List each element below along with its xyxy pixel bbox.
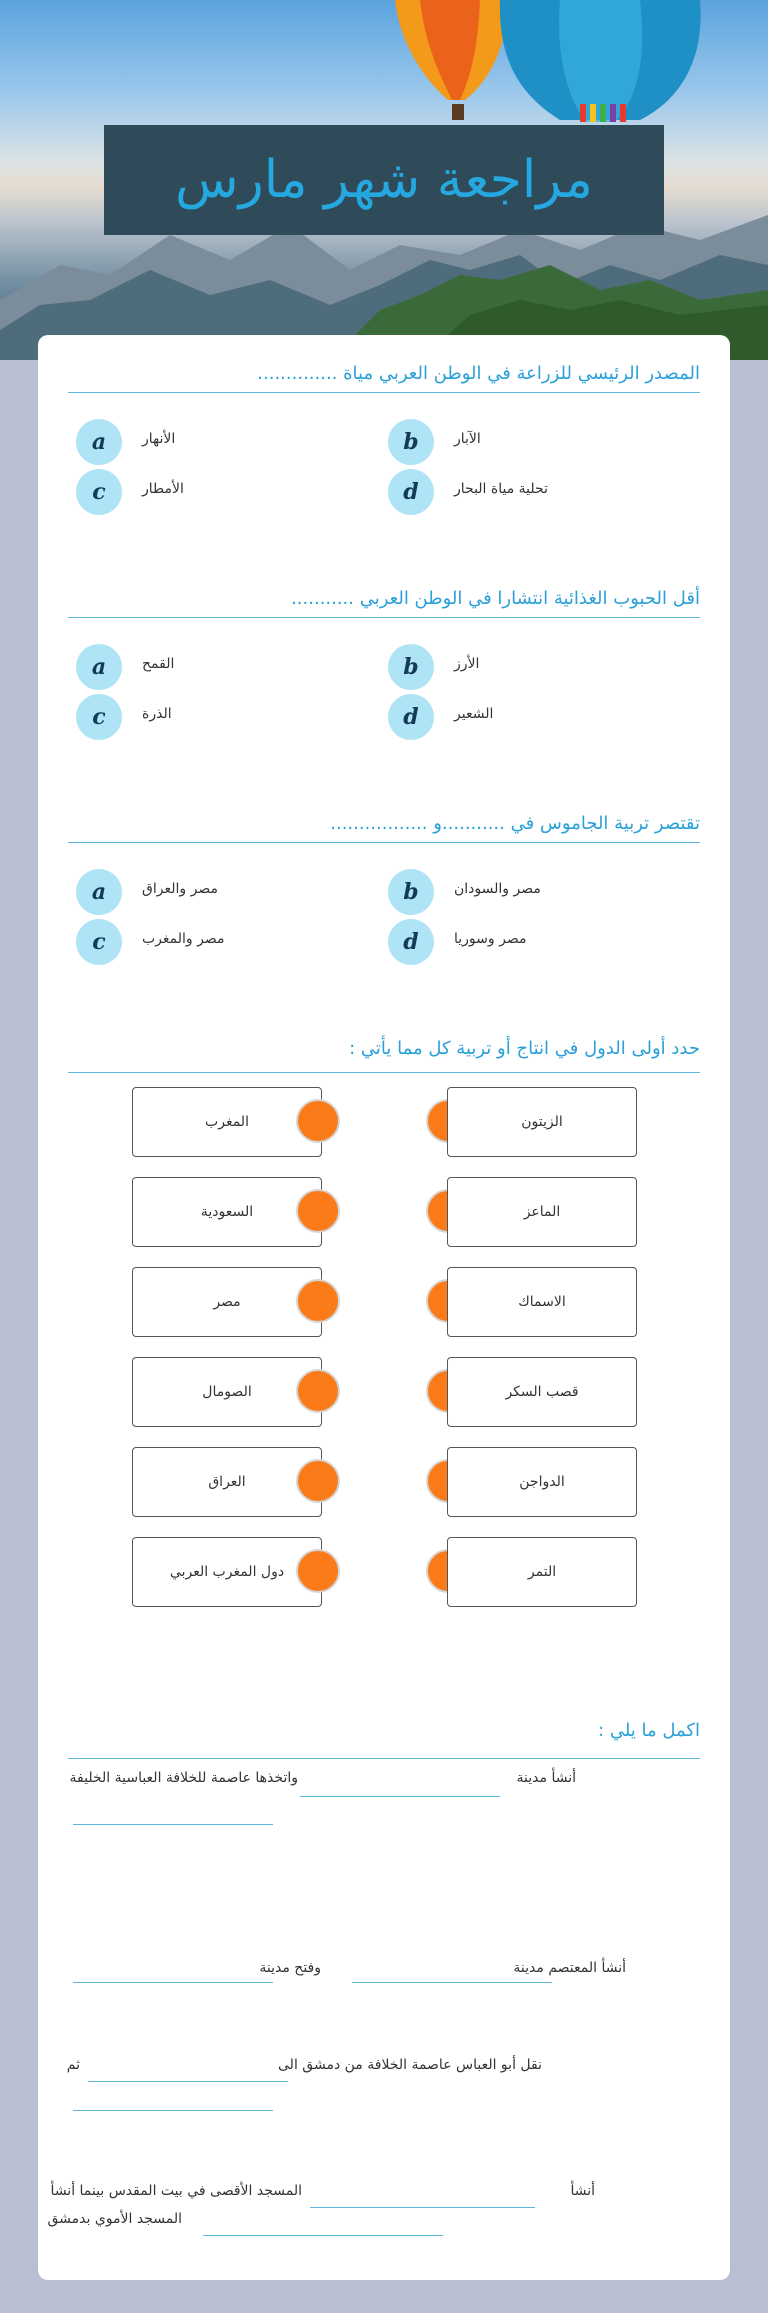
fill-title: اكمل ما يلي : [598,1720,700,1741]
question-3-option-a[interactable] [76,869,356,919]
question-1-option-b[interactable] [388,419,668,469]
question-1-option-c[interactable] [76,469,356,519]
page-title: مراجعة شهر مارس [175,150,593,210]
option-letter-badge: c [76,919,122,965]
option-letter-badge: a [76,419,122,465]
option-text: الشعير [454,706,494,722]
option-letter-badge: d [388,694,434,740]
sentence-4-blank-2[interactable] [203,2235,443,2236]
match-country-1-handle[interactable] [296,1099,340,1143]
sentence-3-blank-1[interactable] [88,2081,288,2082]
title-banner [104,125,664,235]
question-3-option-b[interactable] [388,869,668,919]
sentence-1-part-1: أنشأ مدينة [516,1770,576,1786]
match-product-3[interactable]: الاسماك [447,1267,637,1337]
option-letter-badge: a [76,869,122,915]
option-letter-badge: c [76,469,122,515]
match-country-4-handle[interactable] [296,1369,340,1413]
match-country-3[interactable]: مصر [132,1267,322,1337]
question-1-option-d[interactable] [388,469,668,519]
sentence-3-part-1: نقل أبو العباس عاصمة الخلافة من دمشق الى [278,2057,542,2073]
sentence-4-part-3: المسجد الأموي بدمشق [47,2211,182,2227]
sentence-1-part-2: واتخذها عاصمة للخلافة العباسية الخليفة [69,1770,298,1786]
option-text: مصر والسودان [454,881,541,897]
option-letter-badge: b [388,644,434,690]
fill-divider [68,1758,700,1759]
question-1-divider [68,392,700,393]
option-text: الأمطار [142,481,184,497]
question-3-title: تقتصر تربية الجاموس في ...........و ................. [330,813,700,834]
matching-title: حدد أولى الدول في انتاج أو تربية كل مما يأتي : [349,1038,700,1059]
match-country-6[interactable]: دول المغرب العربي [132,1537,322,1607]
option-text: تحلية مياة البحار [454,481,548,497]
sentence-2-part-2: وفتح مدينة [259,1960,321,1976]
option-letter-badge: d [388,919,434,965]
sentence-4-blank-1[interactable] [310,2207,535,2208]
match-country-5-handle[interactable] [296,1459,340,1503]
option-text: مصر وسوريا [454,931,527,947]
match-product-2[interactable]: الماعز [447,1177,637,1247]
question-2-option-b[interactable] [388,644,668,694]
sentence-1-blank-2[interactable] [73,1824,273,1825]
option-text: مصر والمغرب [142,931,225,947]
question-2-option-d[interactable] [388,694,668,744]
match-country-5[interactable]: العراق [132,1447,322,1517]
sentence-4-part-1: أنشأ [570,2183,595,2199]
match-country-3-handle[interactable] [296,1279,340,1323]
question-3-option-d[interactable] [388,919,668,969]
question-2-option-a[interactable] [76,644,356,694]
match-product-1[interactable]: الزيتون [447,1087,637,1157]
sentence-4-part-2: المسجد الأقصى في بيت المقدس بينما أنشأ [50,2183,302,2199]
option-letter-badge: b [388,419,434,465]
sentence-2-blank-2[interactable] [73,1982,273,1983]
match-country-2-handle[interactable] [296,1189,340,1233]
question-2-title: أقل الحبوب الغذائية انتشارا في الوطن العربي ........... [291,588,700,609]
match-product-5[interactable]: الدواجن [447,1447,637,1517]
sentence-2-blank-1[interactable] [352,1982,552,1983]
question-2-divider [68,617,700,618]
match-country-4[interactable]: الصومال [132,1357,322,1427]
question-3-option-c[interactable] [76,919,356,969]
question-1-title: المصدر الرئيسي للزراعة في الوطن العربي مياة .............. [257,363,700,384]
question-3-divider [68,842,700,843]
option-letter-badge: c [76,694,122,740]
option-text: الأنهار [142,431,176,447]
option-text: الآبار [454,431,481,447]
hero-banner [0,0,768,360]
option-letter-badge: b [388,869,434,915]
option-text: مصر والعراق [142,881,218,897]
option-text: القمح [142,656,175,672]
sentence-2-part-1: أنشأ المعتصم مدينة [513,1960,626,1976]
sentence-3-blank-2[interactable] [73,2110,273,2111]
question-2-option-c[interactable] [76,694,356,744]
sentence-1-blank-1[interactable] [300,1796,500,1797]
question-1-option-a[interactable] [76,419,356,469]
option-letter-badge: a [76,644,122,690]
match-product-6[interactable]: التمر [447,1537,637,1607]
worksheet-card [38,335,730,2280]
match-country-2[interactable]: السعودية [132,1177,322,1247]
match-country-6-handle[interactable] [296,1549,340,1593]
option-text: الذرة [142,706,172,722]
match-product-4[interactable]: قصب السكر [447,1357,637,1427]
matching-divider [68,1072,700,1073]
option-letter-badge: d [388,469,434,515]
sentence-3-part-2: ثم [66,2057,80,2073]
option-text: الأرز [454,656,480,672]
match-country-1[interactable]: المغرب [132,1087,322,1157]
